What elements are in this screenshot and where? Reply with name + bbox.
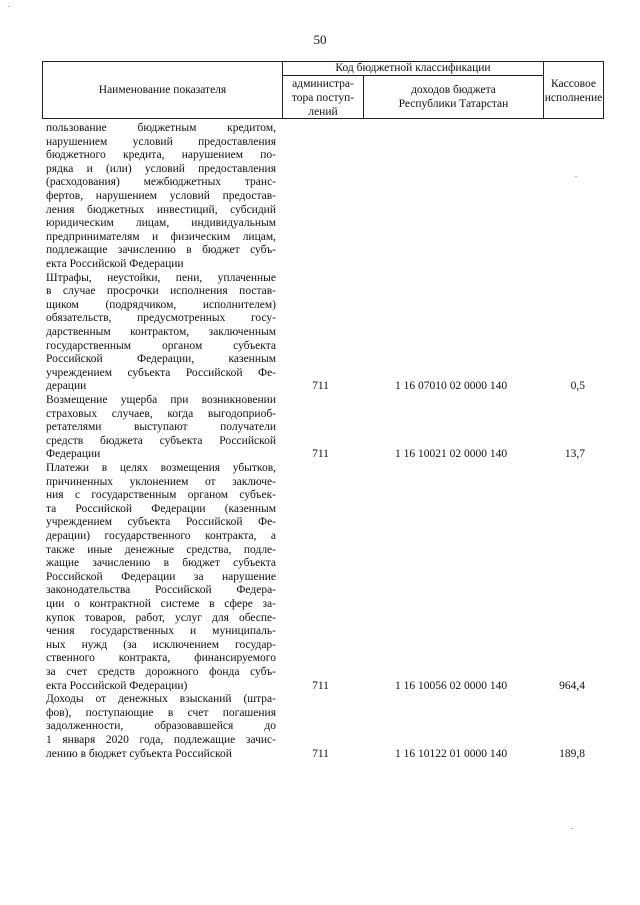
row-description-line: лению в бюджет субъекта Российской: [46, 747, 232, 760]
row-description-line: средств бюджета субъекта Российской: [46, 434, 276, 447]
row-description-line: за счет средств дорожного фонда субъ-: [46, 665, 276, 678]
row-description-line: ления бюджетных инвестиций, субсидий: [46, 203, 276, 216]
header-admin-column: [283, 76, 364, 118]
row-description-line: ретателями выступают получатели: [46, 421, 276, 434]
header-name-column: Наименование показателя: [43, 62, 283, 118]
row-admin-code: 711: [312, 679, 329, 692]
row-cash-amount: 189,8: [559, 747, 585, 760]
row-description: [46, 394, 276, 462]
row-description-line: государственным органом субъекта: [46, 339, 276, 352]
row-description-line: ции о контрактной системе в сфере за-: [46, 597, 276, 610]
row-description-line: Штрафы, неустойки, пени, уплаченные: [46, 271, 276, 284]
header-cash-line: Кассовое: [551, 78, 596, 90]
row-income-code: 1 16 10021 02 0000 140: [394, 448, 508, 461]
row-description-line: ния с государственным органом субъек-: [46, 489, 276, 502]
row-description-line: чения государственных и муниципаль-: [46, 625, 276, 638]
row-description-line: жащие зачислению в бюджет субъекта: [46, 557, 276, 570]
table-header: [42, 61, 604, 119]
row-description-line: бюджетного кредита, нарушением по-: [46, 149, 276, 162]
row-description-line: также иные денежные средства, подле-: [46, 543, 276, 556]
row-description: [46, 272, 276, 394]
header-kbk-group: Код бюджетной классификации: [283, 62, 544, 76]
scan-speck: [8, 6, 10, 7]
row-description-line: купок товаров, работ, услуг для обеспе-: [46, 611, 276, 624]
row-description-line: юридическим лицам, индивидуальным: [46, 217, 276, 230]
row-description-line: обязательств, предусмотренных госу-: [46, 312, 276, 325]
row-description-line: Российской Федерации, казенным: [46, 353, 276, 366]
row-description-line: нарушением условий предоставления: [46, 135, 276, 148]
row-description-line: дарственным контрактом, заключенным: [46, 325, 276, 338]
header-income-line: Республики Татарстан: [398, 98, 509, 110]
row-cash-amount: 964,4: [559, 679, 585, 692]
row-description-line: екта Российской Федерации: [46, 257, 184, 270]
header-income-line: доходов бюджета: [411, 84, 496, 96]
row-description-line: рядка и (или) условий предоставления: [46, 162, 276, 175]
row-description-line: фов), поступающие в счет погашения: [46, 706, 276, 719]
row-description-line: Доходы от денежных взысканий (штра-: [46, 693, 276, 706]
row-description-line: (расходования) межбюджетных транс-: [46, 176, 276, 189]
scan-speck: [571, 828, 573, 829]
header-admin-line: лений: [308, 106, 338, 118]
row-description-line: 1 января 2020 года, подлежащие зачис-: [46, 733, 276, 746]
row-description-line: Российской Федерации за нарушение: [46, 570, 276, 583]
row-admin-code: 711: [312, 747, 329, 760]
header-admin-line: администра-: [292, 78, 354, 90]
row-description-line: в случае просрочки исполнения постав-: [46, 285, 276, 298]
row-description-line: дерации) государственного контракта, а: [46, 529, 276, 542]
row-description-line: фертов, нарушением условий предостав-: [46, 189, 276, 202]
row-description-line: та Российской Федерации (казенным: [46, 502, 276, 515]
row-description-line: дерации: [46, 380, 87, 393]
row-income-code: 1 16 10122 01 0000 140: [394, 747, 508, 760]
row-description-line: Федерации: [46, 448, 101, 461]
row-description-line: предпринимателям и физическим лицам,: [46, 230, 276, 243]
row-description-line: причиненных уклонением от заключе-: [46, 475, 276, 488]
row-description: [46, 122, 276, 272]
header-income-column: [364, 76, 544, 118]
row-description-line: страховых случаев, когда выгодоприоб-: [46, 407, 276, 420]
header-cash-column: [544, 62, 603, 118]
row-description-line: екта Российской Федерации): [46, 679, 188, 692]
row-description-line: Возмещение ущерба при возникновении: [46, 394, 276, 406]
row-description-line: ных нужд (за исключением государ-: [46, 638, 276, 651]
row-description-line: законодательства Российской Федера-: [46, 584, 276, 597]
row-cash-amount: 0,5: [570, 380, 585, 393]
row-cash-amount: 13,7: [564, 448, 585, 461]
row-description-line: учреждением субъекта Российской Фе-: [46, 366, 276, 379]
row-description-line: Платежи в целях возмещения убытков,: [46, 462, 276, 474]
header-cash-line: исполнение: [544, 92, 603, 104]
row-admin-code: 711: [312, 448, 329, 461]
page-number: 50: [313, 32, 327, 47]
row-description-line: задолженности, образовавшейся до: [46, 720, 276, 733]
row-description-line: подлежащие зачислению в бюджет субъ-: [46, 244, 276, 257]
row-description: [46, 693, 276, 761]
row-admin-code: 711: [312, 380, 329, 393]
header-admin-line: тора поступ-: [291, 92, 355, 104]
row-description-line: щиком (подрядчиком, исполнителем): [46, 298, 276, 311]
row-description: [46, 462, 276, 693]
row-description-line: пользование бюджетным кредитом,: [46, 122, 276, 134]
row-description-line: ственного контракта, финансируемого: [46, 652, 276, 665]
row-income-code: 1 16 10056 02 0000 140: [394, 679, 508, 692]
scan-speck: [575, 176, 577, 177]
row-description-line: учреждением субъекта Российской Фе-: [46, 516, 276, 529]
row-income-code: 1 16 07010 02 0000 140: [394, 380, 508, 393]
